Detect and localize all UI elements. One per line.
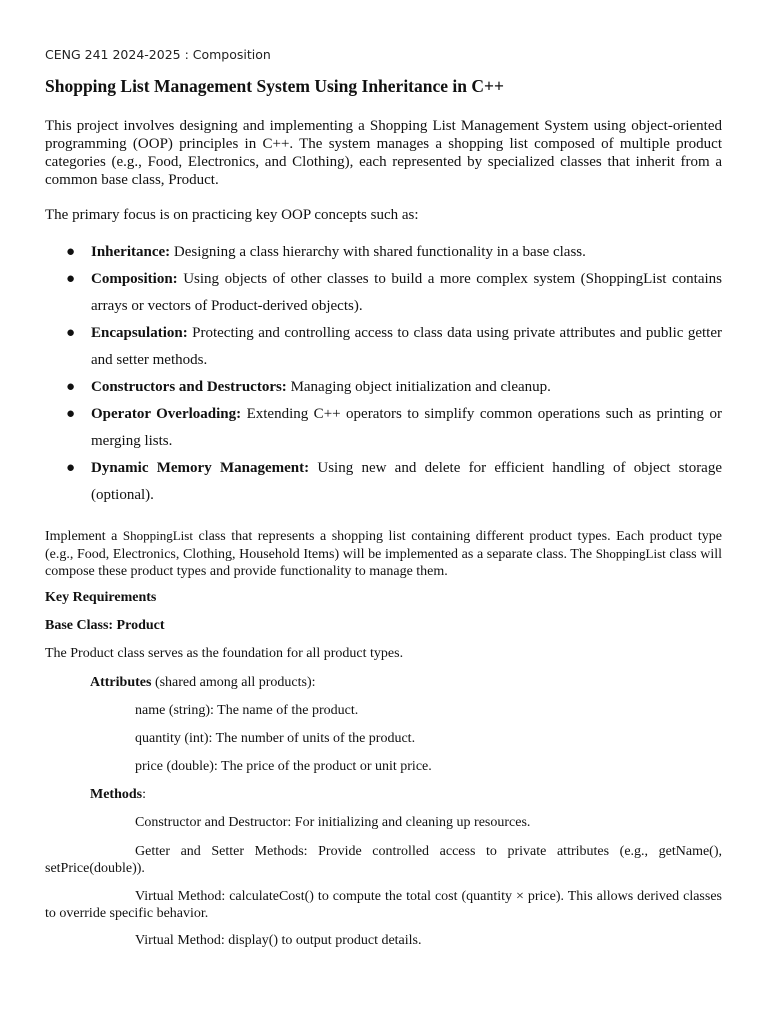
methods-heading: Methods:	[90, 787, 147, 802]
list-item: ● Encapsulation: Protecting and controlling access to class data using private attributes and public getter and setter methods.	[45, 320, 722, 374]
bullet-icon: ●	[66, 244, 76, 260]
base-class-heading: Base Class: Product	[45, 618, 165, 633]
bullet-icon: ●	[66, 271, 76, 287]
list-item: ● Operator Overloading: Extending C++ operators to simplify common operations such as printing or merging lists.	[45, 401, 722, 455]
key-requirements-heading: Key Requirements	[45, 590, 157, 605]
list-item: ● Dynamic Memory Management: Using new and delete for efficient handling of object storage (optional).	[45, 455, 722, 509]
intro-paragraph: This project involves designing and implementing a Shopping List Management System using object-oriented programming (OOP) principles in C++. The system manages a shopping list composed of multiple product categories (e.g., Food, Electronics, and Clothing), each represented by specialized classes that inherit from a common base class, Product.	[45, 118, 722, 188]
attribute-price: price (double): The price of the product or unit price.	[135, 759, 432, 774]
course-header: CENG 241 2024-2025 : Composition	[45, 47, 271, 62]
method-display: Virtual Method: display() to output product details.	[135, 933, 422, 948]
list-item: ● Constructors and Destructors: Managing object initialization and cleanup.	[45, 374, 722, 401]
bullet-icon: ●	[66, 379, 76, 395]
bullet-icon: ●	[66, 460, 76, 476]
document-title: Shopping List Management System Using Inheritance in C++	[45, 76, 504, 96]
implement-paragraph: Implement a ShoppingList class that represents a shopping list containing different product types. Each product type (e.g., Food, Electronics, Clothing, Household Items) will be implemented as a separate class. The ShoppingList class will compose these product types and provide functionality to manage them.	[45, 528, 722, 579]
method-constructor: Constructor and Destructor: For initializing and cleaning up resources.	[135, 815, 531, 830]
bullet-icon: ●	[66, 325, 76, 341]
method-calculate-cost: Virtual Method: calculateCost() to compute the total cost (quantity × price). This allows derived classes to override specific behavior.	[45, 889, 722, 921]
product-description: The Product class serves as the foundation for all product types.	[45, 646, 404, 661]
attribute-quantity: quantity (int): The number of units of the product.	[135, 731, 416, 746]
list-item: ● Composition: Using objects of other classes to build a more complex system (ShoppingList contains arrays or vectors of Product-derived objects).	[45, 266, 722, 320]
attribute-name: name (string): The name of the product.	[135, 703, 359, 718]
focus-paragraph: The primary focus is on practicing key OOP concepts such as:	[45, 207, 419, 223]
bullet-icon: ●	[66, 406, 76, 422]
attributes-heading: Attributes (shared among all products):	[90, 675, 316, 690]
method-getters-setters: Getter and Setter Methods: Provide controlled access to private attributes (e.g., getName(), setPrice(double)).	[45, 844, 722, 876]
concepts-list	[45, 239, 722, 509]
list-item: ● Inheritance: Designing a class hierarchy with shared functionality in a base class.	[45, 239, 722, 266]
